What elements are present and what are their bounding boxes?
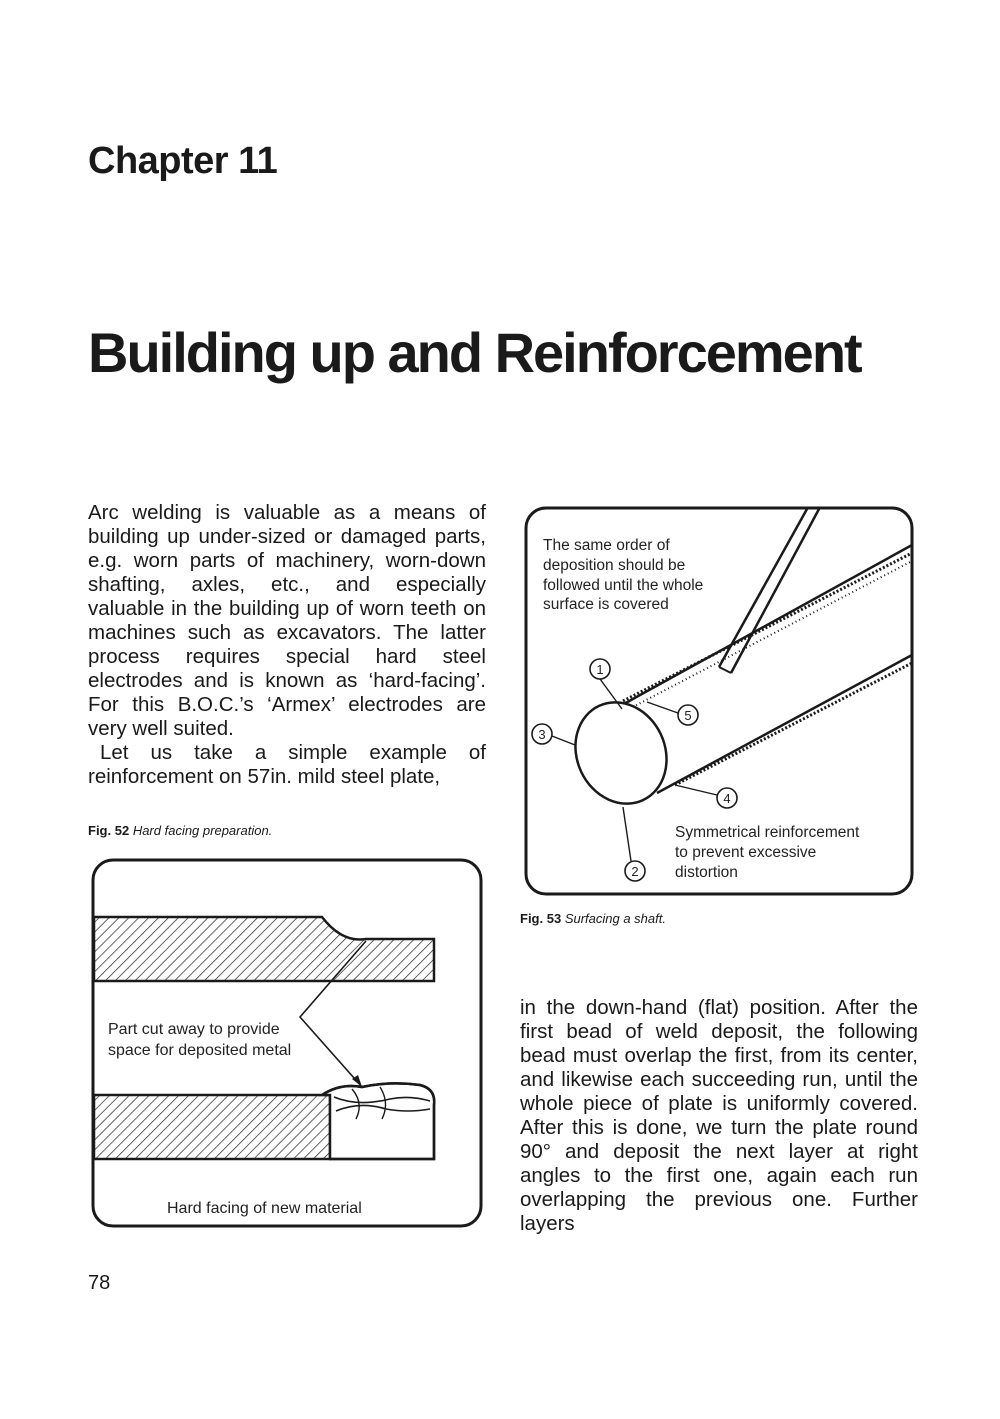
svg-text:5: 5 [684,708,692,723]
svg-text:4: 4 [723,791,731,806]
fig52-label-line1: Part cut away to provide [108,1021,280,1038]
fig53-note-line2: deposition should be [543,557,686,574]
svg-text:2: 2 [631,864,639,879]
fig52-caption-text: Hard facing preparation. [132,823,273,838]
bottom-plate [94,1095,330,1159]
fig52-number: Fig. 52 [88,823,130,838]
fig53-sym-line3: distortion [675,864,738,881]
marker-5 [647,702,698,725]
marker-1 [590,659,622,709]
fig53-caption [520,911,666,926]
svg-text:3: 3 [538,727,546,742]
svg-text:1: 1 [596,662,604,677]
paragraph-continuation: in the down-hand (flat) position. After the first bead of weld deposit, the following bead must overlap the first, from its center, and likewise each succeeding run, until the whole piece of plate is uniformly covered. After this is done, we turn the plate round 90° and deposit the next layer at right angles to the first one, again each run overlapping the previous one. Further layers [520,996,918,1235]
fig52-hard-facing-diagram [90,857,484,1231]
paragraph-intro: Arc welding is valuable as a means of building up under-sized or damaged parts, e.g. worn parts of machinery, worn-down shafting, axles, etc., and especially valuable in the building up of worn teeth on machines such as excavators. The latter process requires special hard steel electrodes and is known as ‘hard-facing’. For this B.O.C.’s ‘Armex’ electrodes are very well suited. [88,501,486,740]
fig53-shaft-diagram [523,505,915,897]
marker-3 [532,724,575,745]
fig53-sym-line1: Symmetrical reinforcement [675,824,860,841]
top-plate [94,917,434,981]
fig52-caption [88,823,272,838]
fig53-number: Fig. 53 [520,911,562,926]
fig53-note-line4: surface is covered [543,596,669,613]
deposited-metal [322,1083,434,1159]
marker-4 [675,785,737,808]
chapter-title: Building up and Reinforcement [88,321,861,384]
chapter-label: Chapter 11 [88,140,278,182]
fig53-sym-line2: to prevent excessive [675,844,817,861]
fig53-note-line1: The same order of [543,537,670,554]
fig52-label-line2: space for deposited metal [108,1042,292,1059]
paragraph-example: Let us take a simple example of reinforcement on 57in. mild steel plate, [88,741,486,788]
fig53-caption-text: Surfacing a shaft. [564,911,666,926]
marker-2 [623,807,645,881]
page-number: 78 [88,1272,111,1294]
fig52-bottom-label: Hard facing of new material [167,1200,362,1217]
fig53-note-line3: followed until the whole [543,577,704,594]
right-column-text [520,996,918,1236]
left-column-text [88,501,486,789]
